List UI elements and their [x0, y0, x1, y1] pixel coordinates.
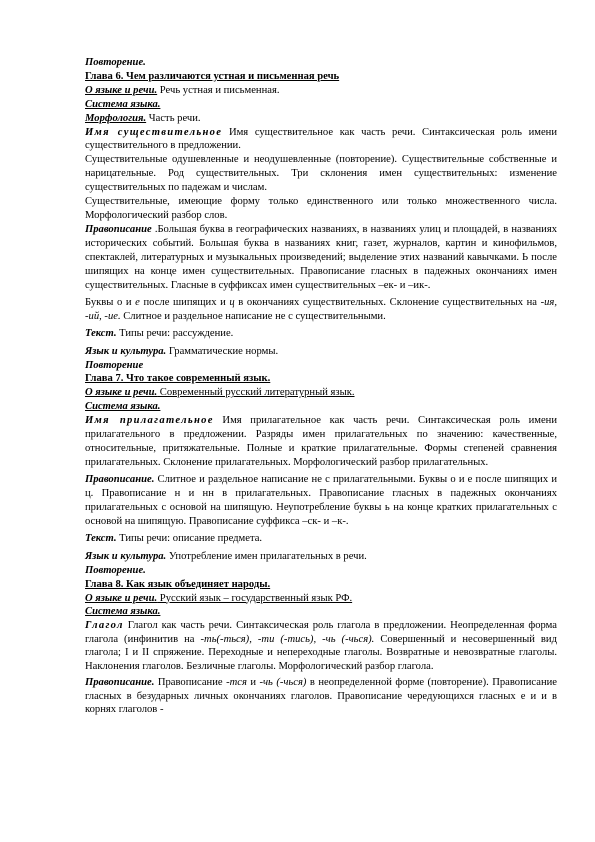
text-line [85, 327, 557, 341]
about-text: Речь устная и письменная. [157, 84, 280, 96]
about-label: О языке и речи. [85, 592, 158, 604]
spelling-paragraph [85, 223, 557, 293]
noun-paragraph-3: Существительные, имеющие форму только единственного или только множественного числа. Морфологический разбор слов. [85, 196, 557, 221]
verb-forms: -ть(-ться), -ти (-тись), -чь (-чься). [200, 633, 375, 645]
spelling-paragraph [85, 676, 557, 716]
spelling-text: .Большая буква в географических названиях, в названиях улиц и площадей, в названиях исторических событий. Большая буква в названиях книг, газет, журналов, картин и кинофильмов, спектаклей, литературных и музыкальных произведений; выделение этих названий кавычками. Ь после шипящих на конце имен существительных. Правописание гласных в падежных окончаниях имен существительных. Гласные в суффиксах имен существительных –ек- и –ик-. [85, 223, 557, 291]
text-line [85, 532, 557, 546]
adjective-text: Имя прилагательное как часть речи. Синтаксическая роль имени прилагательного в предложении. Разряды имен прилагательных по значению: качественные, относительные, притяжательные. Полные и краткие прилагательные. Формы степеней сравнения прилагательных. Склонение прилагательных. Морфологический разбор прилагательных. [85, 415, 557, 468]
text-value: Типы речи: рассуждение. [116, 328, 234, 340]
about-language-line [85, 386, 557, 400]
about-language-line [85, 84, 557, 98]
review-heading: Повторение [85, 359, 144, 371]
morphology-label: Морфология. [85, 112, 147, 124]
text-label: Текст. [85, 533, 117, 545]
spelling-text-a: Правописание [154, 677, 227, 689]
about-language-line [85, 592, 557, 606]
review-heading: Повторение. [85, 57, 146, 68]
chapter-7-title: Глава 7. Что такое современный язык. [85, 373, 271, 385]
chapter-6-title: Глава 6. Чем различаются устная и письменная речь [85, 70, 340, 82]
text-value: Типы речи: описание предмета. [116, 533, 263, 545]
verb-text-a: Глагол как часть речи. Синтаксическая роль глагола в предложении. Неопределенная форма глагола (инфинитив на [85, 620, 557, 645]
morphology-text: Часть речи. [146, 112, 201, 124]
review-heading: Повторение. [85, 564, 146, 576]
spelling-paragraph [85, 473, 557, 529]
spelling-text: Слитное и раздельное написание не с прилагательными. Буквы о и е после шипящих и ц. Правописание н и нн в прилагательных. Правописание гласных в падежных окончаниях прилагательных с основой на шипящую. Неупотребление буквы ь на конце кратких прилагательных с основой на шипящую. Правописание суффикса –ск- и –к-. [85, 474, 557, 527]
spelling-label: Правописание [85, 223, 152, 235]
system-heading: Система языка. [85, 606, 161, 618]
about-text: Русский язык – государственный язык РФ. [157, 592, 353, 604]
verb-label: Глагол [85, 620, 124, 632]
suffix-tsya: -тся [226, 677, 247, 689]
culture-value: Грамматические нормы. [166, 345, 279, 357]
noun-paragraph-2: Существительные одушевленные и неодушевленные (повторение). Существительные собственные и нарицательные. Род существительных. Три склонения имен существительных: изменение существительных по падежам и числам. [85, 154, 557, 194]
spelling-text-a: Буквы о и [85, 296, 136, 308]
spelling-label: Правописание. [85, 677, 155, 689]
culture-label: Язык и культура. [85, 345, 167, 357]
about-label: О языке и речи. [85, 84, 158, 96]
system-heading: Система языка. [85, 401, 161, 413]
system-heading: Система языка. [85, 98, 161, 110]
spelling-text-b: после шипящих и [139, 296, 230, 308]
spelling-text-d: в окончаниях существительных. Склонение существительных на [234, 296, 541, 308]
culture-line [85, 550, 557, 564]
noun-endings: -ия, -ий, -ие. [85, 296, 558, 322]
spelling-paragraph-2 [85, 296, 557, 324]
adjective-label: Имя прилагательное [85, 415, 214, 427]
noun-paragraph [85, 126, 557, 154]
culture-value: Употребление имен прилагательных в речи. [166, 550, 367, 562]
chapter-8-title: Глава 8. Как язык объединяет народы. [85, 578, 271, 590]
culture-label: Язык и культура. [85, 550, 167, 562]
text-label: Текст. [85, 328, 117, 340]
morphology-line [85, 112, 557, 126]
noun-text: Имя существительное как часть речи. Синтаксическая роль имени существительного в предложении. [85, 126, 558, 152]
spelling-text-b: в неопределенной форме (повторение). Правописание гласных в безударных личных окончаниях глаголов. Правописание чередующихся гласных е и и в корнях глаголов - [85, 677, 558, 716]
spelling-and: и [246, 677, 260, 689]
suffix-chsya: -чь (-чься) [259, 677, 307, 689]
noun-label: Имя существительное [85, 126, 223, 138]
about-label: О языке и речи. [85, 387, 158, 399]
adjective-paragraph [85, 414, 557, 470]
verb-text-b: Совершенный и несовершенный вид глагола; I и II спряжение. Переходные и непереходные глаголы. Возвратные и невозвратные глаголы. Наклонения глаголов. Безличные глаголы. Морфологический разбор глагола. [85, 633, 557, 672]
verb-paragraph [85, 619, 557, 673]
spelling-text-f: Слитное и раздельное написание не с существительными. [120, 310, 386, 322]
culture-line [85, 345, 557, 359]
spelling-label: Правописание. [85, 474, 155, 486]
letter-e: е [135, 296, 140, 308]
letter-ts: ц [229, 296, 235, 308]
about-text: Современный русский литературный язык. [157, 387, 355, 399]
document-page [85, 56, 557, 717]
